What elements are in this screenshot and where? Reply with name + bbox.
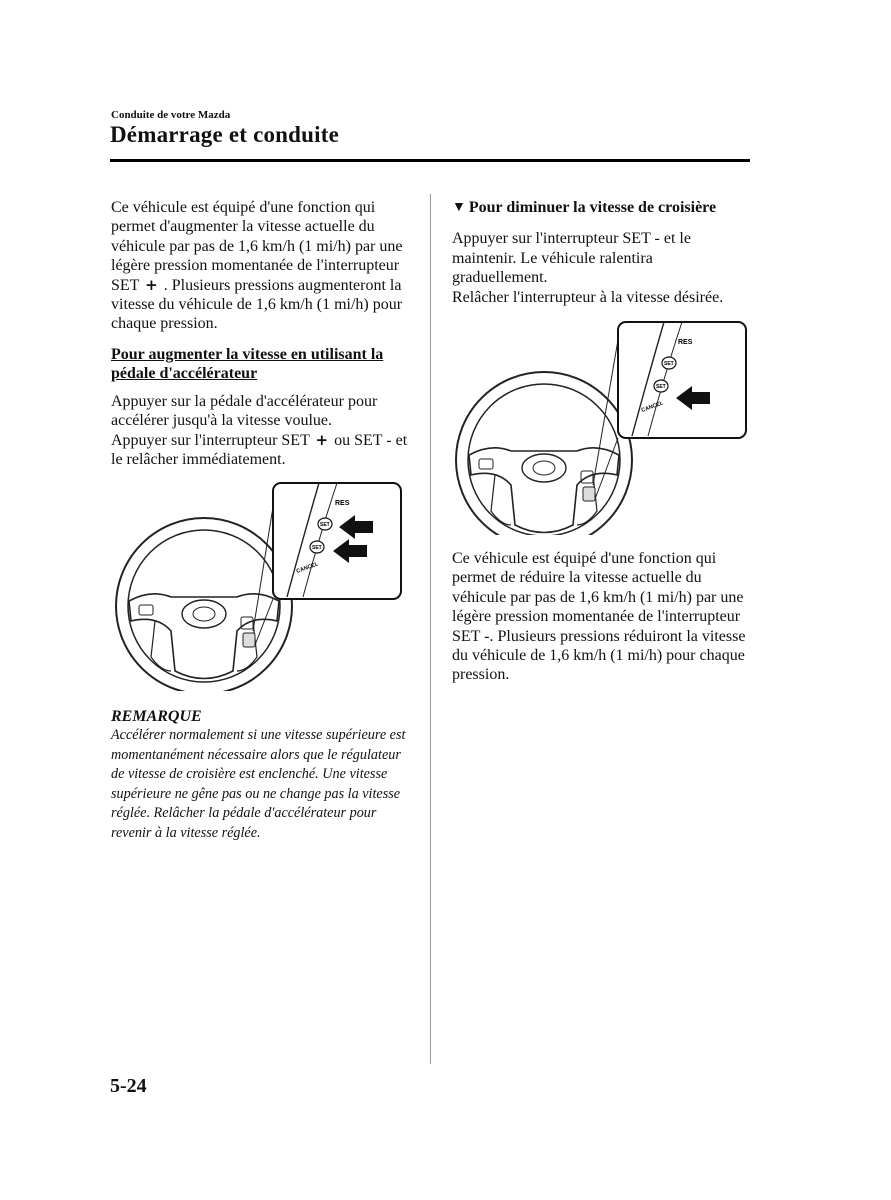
set-plus-label: SET [664, 361, 674, 367]
steering-wheel-figure-increase [111, 481, 403, 691]
note-block [111, 707, 411, 843]
chapter-label: Conduite de votre Mazda [111, 109, 231, 121]
section-title: Démarrage et conduite [110, 122, 340, 147]
cancel-label: CANCEL [640, 400, 665, 414]
page-number: 5-24 [110, 1075, 147, 1097]
decrease-paragraph-1: Appuyer sur l'interrupteur SET - et le maintenir. Le véhicule ralentira graduellement. [452, 230, 691, 287]
set-text-part2: ou SET - et le relâcher immédiatement. [111, 431, 408, 469]
decrease-paragraph-2: Relâcher l'interrupteur à la vitesse désirée. [452, 288, 724, 306]
header-rule [110, 159, 750, 162]
right-column [452, 198, 752, 307]
subheading-decrease [452, 198, 752, 217]
intro-paragraph [111, 198, 411, 334]
subheading-decrease-text: Pour diminuer la vitesse de croisière [468, 199, 717, 216]
note-title: REMARQUE [111, 708, 202, 725]
set-minus-label: SET [312, 545, 322, 551]
steering-wheel-figure-decrease [452, 320, 748, 535]
left-column [111, 198, 411, 469]
note-text: Accélérer normalement si une vitesse supérieure est momentanément nécessaire alors que le régulateur de vitesse de croisière est enclenché. Une vitesse supérieure ne gêne pas ou ne change pas la vitesse réglée. Relâcher la pédale d'accélérateur pour revenir à la vitesse réglée. [111, 727, 406, 841]
decrease-paragraph-3: Ce véhicule est équipé d'une fonction qui permet de réduire la vitesse actuelle du véhicule par pas de 1,6 km/h (1 mi/h) par une légère pression momentanée de l'interrupteur SET -. Plusieurs pressions réduiront la vitesse du véhicule de 1,6 km/h (1 mi/h) pour chaque pression. [452, 550, 746, 684]
intro-text-part2: . Plusieurs pressions augmenteront la vitesse du véhicule de 1,6 km/h (1 mi/h) pour chaque pression. [111, 276, 403, 333]
set-text-part1: Appuyer sur l'interrupteur SET [111, 431, 310, 449]
accelerator-paragraph [111, 392, 411, 470]
set-minus-label: SET [656, 384, 666, 390]
accelerator-text: Appuyer sur la pédale d'accélérateur pour accélérer jusqu'à la vitesse voulue. [111, 392, 378, 430]
subheading-accelerator: Pour augmenter la vitesse en utilisant la pédale d'accélérateur [111, 345, 384, 382]
res-label: RES [678, 339, 693, 346]
res-label: RES [335, 500, 350, 507]
triangle-marker-icon: ▼ [452, 200, 466, 215]
right-column-bottom [452, 549, 752, 685]
intro-text-part1: Ce véhicule est équipé d'une fonction qui permet d'augmenter la vitesse actuelle du véhicule par pas de 1,6 km/h (1 mi/h) par une légère pression momentanée de l'interrupteur SET [111, 199, 403, 294]
column-divider [430, 194, 431, 1064]
set-plus-label: SET [320, 522, 330, 528]
cancel-label: CANCEL [295, 561, 320, 575]
plus-symbol: + [315, 430, 329, 449]
plus-symbol: + [145, 275, 158, 294]
